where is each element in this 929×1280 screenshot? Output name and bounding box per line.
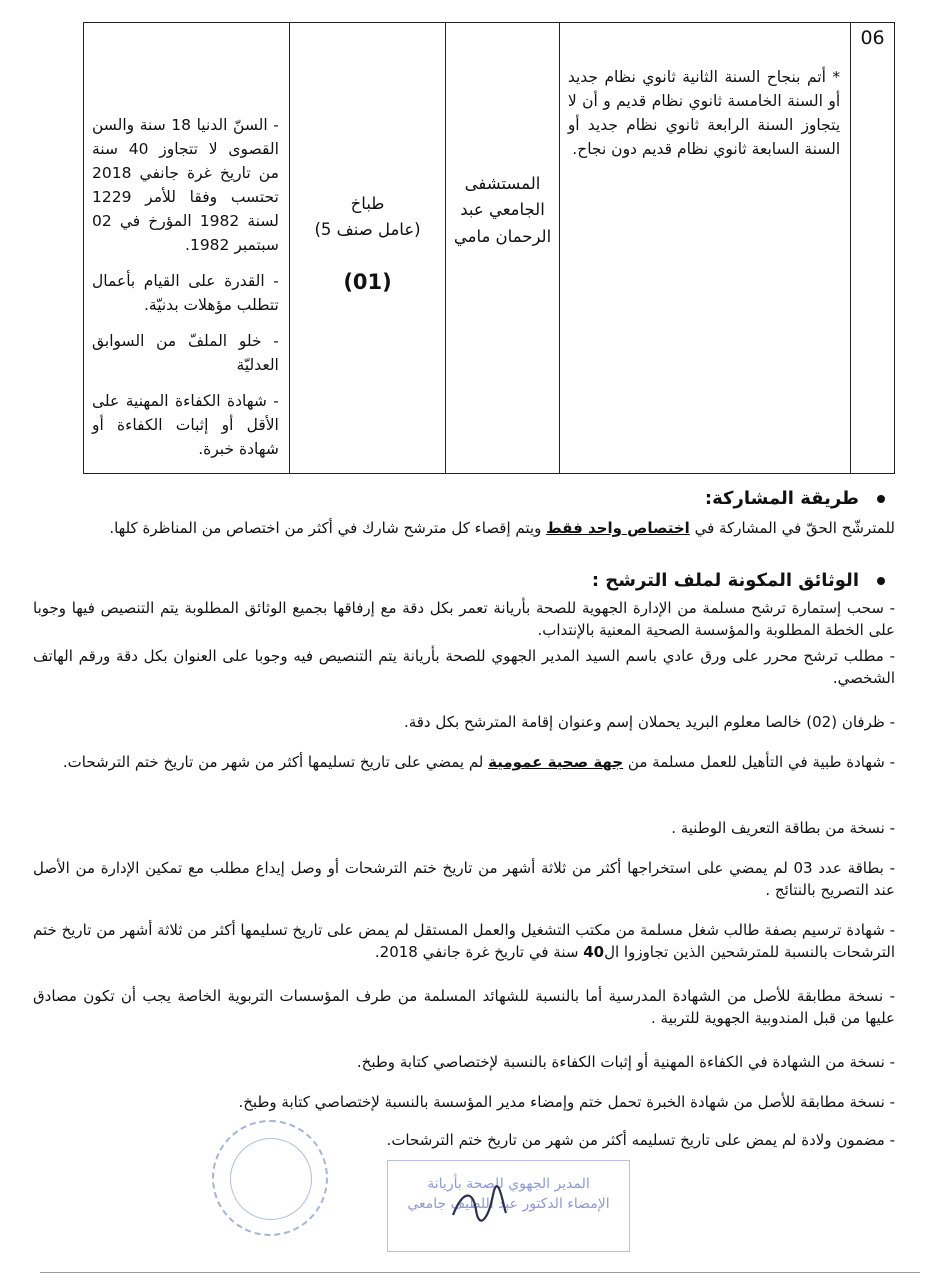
condition-item: - القدرة على القيام بأعمال تتطلب مؤهلات بدنيّة. xyxy=(92,272,279,315)
document-text-part: - شهادة طبية في التأهيل للعمل مسلمة من xyxy=(623,753,895,771)
document-item: - نسخة مطابقة للأصل من الشهادة المدرسية أما بالنسبة للشهائد المسلمة من طرف المؤسسات التربوية الخاصة يجب أن تكون مصادق عليها من قبل المندوبية الجهوية للتربية . xyxy=(33,987,895,1027)
documents-heading-text: الوثائق المكونة لملف الترشح : xyxy=(591,570,859,591)
conditions-cell xyxy=(84,23,290,474)
participation-heading-text: طريقة المشاركة: xyxy=(704,488,859,509)
signature-name: الإمضاء الدكتور عبد اللطيف جامعي xyxy=(407,1195,610,1212)
condition-item: - السنّ الدنيا 18 سنة والسن القصوى لا تتجاوز 40 سنة من تاريخ غرة جانفي 2018 تحتسب وفقا للأمر 1229 لسنة 1982 المؤرخ في 02 سبتمبر 1982. xyxy=(92,116,279,255)
bullet-icon xyxy=(877,577,885,585)
condition-item: - شهادة الكفاءة المهنية على الأقل أو إثبات الكفاءة أو شهادة خبرة. xyxy=(92,392,279,459)
document-item: - نسخة من الشهادة في الكفاءة المهنية أو إثبات الكفاءة بالنسبة لإختصاصي كتابة وطبخ. xyxy=(356,1053,895,1071)
participation-text xyxy=(33,518,895,540)
post-title: طباخ xyxy=(350,194,385,213)
hospital-name: المستشفى الجامعي عبد الرحمان مامي xyxy=(453,174,552,246)
table-row xyxy=(84,23,895,474)
bullet-icon xyxy=(877,495,885,503)
participation-text-part: للمترشّح الحقّ في المشاركة في xyxy=(689,519,895,537)
document-item: - مضمون ولادة لم يمض على تاريخ تسليمه أكثر من شهر من تاريخ ختم الترشحات. xyxy=(386,1131,895,1149)
requirement-cell xyxy=(559,23,850,474)
post-count: (01) xyxy=(343,269,392,294)
document-item: - ظرفان (02) خالصا معلوم البريد يحملان إسم وعنوان إقامة المترشح بكل دقة. xyxy=(403,713,895,731)
official-stamp-icon xyxy=(212,1120,328,1236)
post-info xyxy=(290,23,445,299)
stamp-emblem xyxy=(230,1138,312,1220)
handwritten-signature-icon xyxy=(448,1185,508,1225)
signature-title: المدير الجهوي للصحة بأريانة xyxy=(427,1176,590,1192)
conditions-list xyxy=(84,23,289,461)
document-item: - نسخة من بطاقة التعريف الوطنية . xyxy=(671,819,895,837)
document-item: - سحب إستمارة ترشح مسلمة من الإدارة الجهوية للصحة بأريانة تعمر بكل دقة مع إرفاقها بجميع الوثائق المطلوبة يتم التنصيص فيها وجوبا على الخطة المطلوبة والمؤسسة الصحية المعنية بالإنتداب. xyxy=(33,599,895,639)
document-item-registration xyxy=(33,920,895,964)
post-cell xyxy=(289,23,445,474)
requirement-text: * أتم بنجاح السنة الثانية ثانوي نظام جديد أو السنة الخامسة ثانوي نظام قديم و أن لا يتجاوز السنة الرابعة ثانوي نظام جديد أو السنة السابعة ثانوي نظام قديم دون نجاح. xyxy=(567,68,841,159)
hospital-cell xyxy=(446,23,560,474)
row-number xyxy=(851,23,895,474)
document-text-bold: 40 xyxy=(583,942,605,961)
document-item: - مطلب ترشح محرر على ورق عادي باسم السيد المدير الجهوي للصحة بأريانة يتم التنصيص فيه وجوبا على العنوان بكل دقة ورقم الهاتف الشخصي. xyxy=(33,647,895,687)
post-grade: (عامل صنف 5) xyxy=(314,220,421,240)
row-number-text: 06 xyxy=(860,27,885,49)
document-text-bold: جهة صحية عمومية xyxy=(488,753,624,771)
condition-item: - خلو الملفّ من السوابق العدليّة xyxy=(92,332,279,375)
document-item: - نسخة مطابقة للأصل من شهادة الخبرة تحمل ختم وإمضاء مدير المؤسسة بالنسبة لإختصاصي كتابة وطبخ. xyxy=(238,1093,895,1111)
positions-table xyxy=(83,22,895,474)
document-text-part: - شهادة ترسيم بصفة طالب شغل مسلمة من مكتب التشغيل والعمل المستقل لم يمض على تاريخ تسليمها أكثر من ثلاثة أشهر من تاريخ ختم الترشحات بالنسبة للمترشحين الذين تجاوزوا ال xyxy=(33,921,895,961)
page-bottom-rule xyxy=(40,1272,920,1273)
signature-box xyxy=(387,1160,630,1252)
document-item: - بطاقة عدد 03 لم يمضي على استخراجها أكثر من ثلاثة أشهر من تاريخ ختم الترشحات أو وصل إيداع مطلب مع تمكين الإدارة من الأصل عند التصريح بالنتائج . xyxy=(33,859,895,899)
participation-text-part: ويتم إقصاء كل مترشح شارك في أكثر من اختصاص من المناظرة كلها. xyxy=(109,519,547,537)
documents-heading xyxy=(592,570,885,591)
document-item-medical xyxy=(33,752,895,774)
participation-text-bold: اختصاص واحد فقط xyxy=(546,519,690,537)
participation-heading xyxy=(705,488,885,509)
document-text-part: سنة في تاريخ غرة جانفي 2018. xyxy=(374,942,584,961)
document-text-part: لم يمضي على تاريخ تسليمها أكثر من شهر من تاريخ ختم الترشحات. xyxy=(62,753,489,771)
